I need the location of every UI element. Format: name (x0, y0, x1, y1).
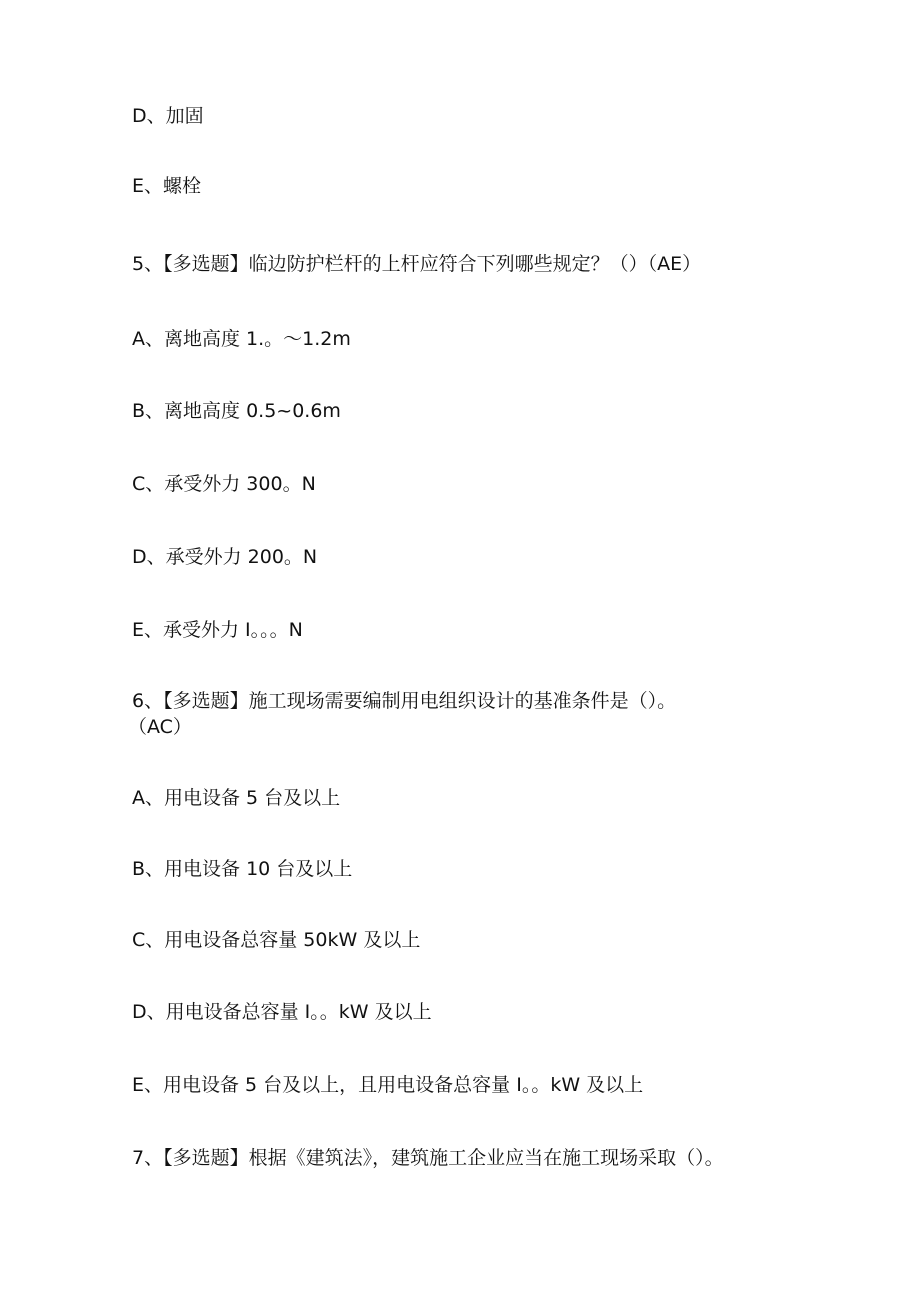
q6-option-e: E、用电设备 5 台及以上，且用电设备总容量 I。。kW 及以上 (132, 1074, 644, 1096)
question-6-answer: （AC） (128, 716, 192, 738)
q5-option-e: E、承受外力 I。。。N (132, 619, 303, 641)
question-5: 5、【多选题】临边防护栏杆的上杆应符合下列哪些规定？（）（AE） (132, 253, 702, 275)
q6-option-b: B、用电设备 10 台及以上 (132, 858, 353, 880)
q5-option-b: B、离地高度 0.5~0.6m (132, 400, 341, 422)
option-e-bolt: E、螺栓 (132, 175, 202, 197)
q5-option-d: D、承受外力 200。N (132, 546, 318, 568)
option-d-reinforce: D、加固 (132, 105, 204, 127)
q5-option-a: A、离地高度 1.。～1.2m (132, 328, 351, 350)
question-6: 6、【多选题】施工现场需要编制用电组织设计的基准条件是（）。 (132, 690, 677, 712)
q6-option-d: D、用电设备总容量 I。。kW 及以上 (132, 1001, 432, 1023)
q5-option-c: C、承受外力 300。N (132, 473, 316, 495)
q6-option-a: A、用电设备 5 台及以上 (132, 787, 341, 809)
q6-option-c: C、用电设备总容量 50kW 及以上 (132, 929, 421, 951)
question-7: 7、【多选题】根据《建筑法》，建筑施工企业应当在施工现场采取（）。 (132, 1147, 724, 1169)
